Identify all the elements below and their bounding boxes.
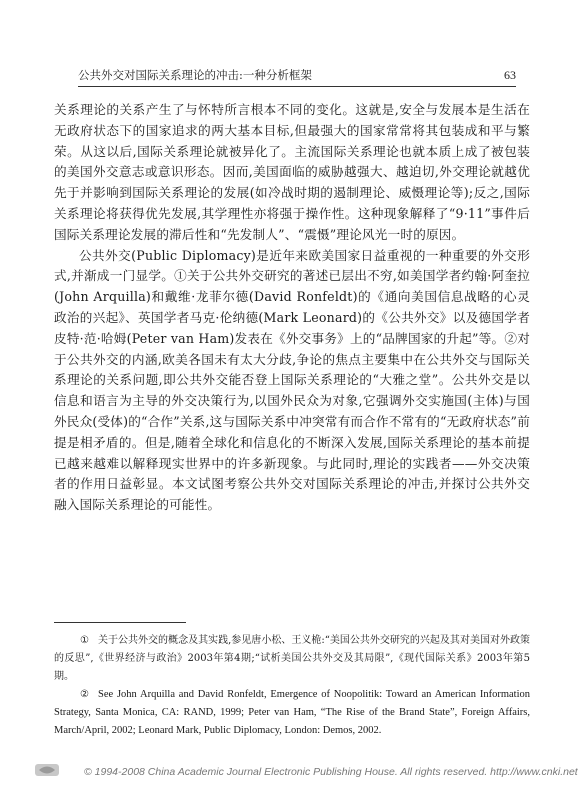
paragraph-1: 关系理论的关系产生了与怀特所言根本不同的变化。这就是,安全与发展本是生活在无政府状态下的国家追求的两大基本目标,但最强大的国家常常将其包装成和平与繁荣。从这以后,国际关系理论就被异化了。主流国际关系理论也就本质上成了被包装的美国外交意志或意识形态。因而,美国面临的威胁越强大、越迫切,外交理论就越优先于并影响到国际关系理论的发展(如冷战时期的遏制理论、威慑理论等);反之,国际关系理论将获得优先发展,其学理性亦将强于操作性。这种现象解释了“9·11”事件后国际关系理论发展的滞后性和“先发制人”、“震慑”理论风光一时的原因。 [54,102,530,242]
paragraph-2: 公共外交(Public Diplomacy)是近年来欧美国家日益重视的一种重要的外交形式,并渐成一门显学。①关于公共外交研究的著述已层出不穷,如美国学者约翰·阿奎拉(John Arquilla)和戴维·龙菲尔德(David Ronfeldt)的《通向美国信息战略的心灵政治的兴起》、英国学者马克·伦纳德(Mark Leonard)的《公共外交》以及德国学者皮特·范·哈姆(Peter van Ham)发表在《外交事务》上的“品牌国家的升起”等。②对于公共外交的内涵,欧美各国未有太大分歧,争论的焦点主要集中在公共外交与国际关系理论的关系问题,即公共外交能否登上国际关系理论的“大雅之堂”。公共外交是以信息和语言为主导的外交决策行为,以国外民众为对象,它强调外交实施国(主体)与国外民众(受体)的“合作”关系,这与国际关系中冲突常有而合作不常有的“无政府状态”前提是相矛盾的。但是,随着全球化和信息化的不断深入发展,国际关系理论的基本前提已越来越难以解释现实世界中的许多新现象。与此同时,理论的实践者——外交决策者的作用日益彰显。本文试图考察公共外交对国际关系理论的冲击,并探讨公共外交融入国际关系理论的可能性。 [54,247,530,513]
copyright-footer: © 1994-2008 China Academic Journal Electronic Publishing House. All rights reserved. http://www.cnki.net [84,766,578,778]
footnote-2-mark: ② [80,689,89,700]
cnki-logo-icon [34,760,60,780]
footnotes [54,632,530,740]
running-header [78,66,516,87]
main-text [54,100,530,516]
footnote-1-mark: ① [80,635,89,646]
footnote-2 [54,686,530,740]
footnote-divider [54,622,186,623]
running-title: 公共外交对国际关系理论的冲击:一种分析框架 [78,68,312,82]
footnote-2-text: See John Arquilla and David Ronfeldt, Emergence of Noopolitik: Toward an American Information Strategy, Santa Monica, CA: RAND, 1999; Peter van Ham, “The Rise of the Brand State”, Foreign Affairs, March/April, 2002; Leonard Mark, Public Diplomacy, London: Demos, 2002. [54,689,530,736]
footnote-1 [54,632,530,686]
page-number: 63 [504,68,516,82]
footnote-1-text: 关于公共外交的概念及其实践,参见唐小松、王义桅:“美国公共外交研究的兴起及其对美国对外政策的反思”,《世界经济与政治》2003年第4期;“试析美国公共外交及其局限”,《现代国际关系》2003年第5期。 [54,635,530,682]
